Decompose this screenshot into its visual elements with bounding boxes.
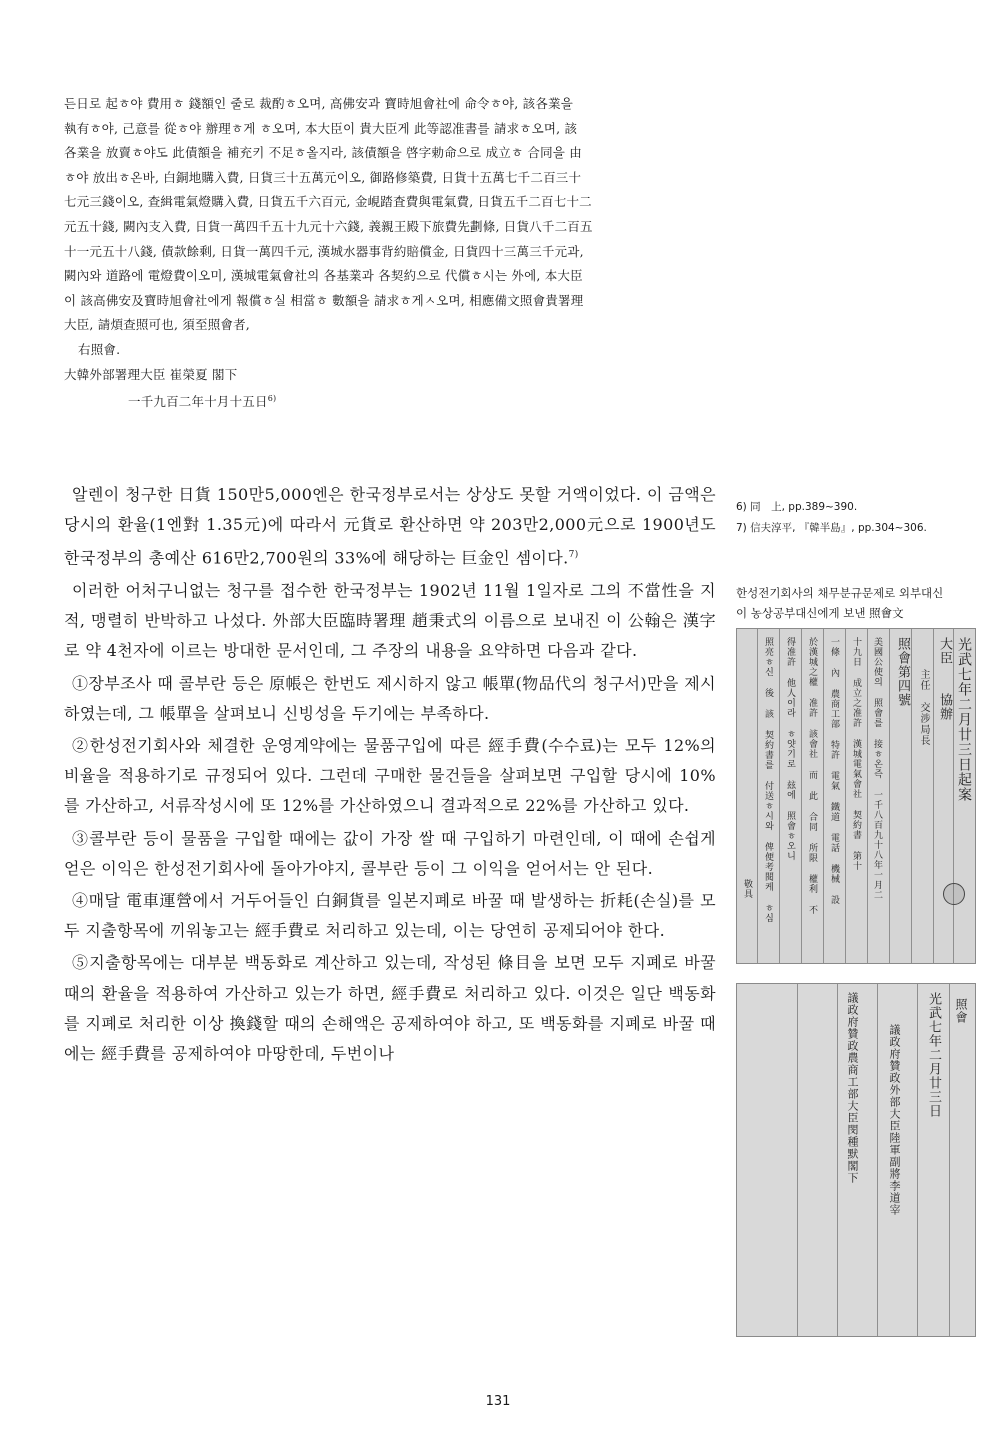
doc2-column: 光武七年二月廿三日: [926, 992, 941, 1118]
photo-caption: [736, 583, 976, 623]
column-rule: [911, 629, 912, 963]
list-item-1: ①장부조사 때 콜부란 등은 原帳은 한번도 제시하지 않고 帳單(物品代의 청구서)만을 제시하였는데, 그 帳單을 살펴보니 신빙성을 두기에는 부족하다.: [64, 673, 716, 723]
column-rule: [917, 984, 918, 1336]
paragraph-1: [64, 480, 716, 574]
column-rule: [953, 629, 954, 963]
quote-closing: 右照會.: [78, 341, 121, 357]
column-rule: [877, 984, 878, 1336]
quote-date: [64, 387, 694, 415]
column-rule: [949, 984, 950, 1336]
column-rule: [779, 629, 780, 963]
list-item-5: ⑤지출항목에는 대부분 백동화로 계산하고 있는데, 작성된 條目을 보면 모두 지폐로 바꿀 때의 환율을 적용하여 가산하고 있는가 하면, 經手費로 처리하고 있다. 이것은 일단 백동화를 지폐로 처리한 이상 換錢할 때의 손해액은 공제하여야 하고, 또 백동화를 지폐로 바꿀 때에는 經手費를 공제하여야 마땅한데, 두번이나: [64, 953, 716, 1063]
doc1-column: 美國公使의 照會를 接ㅎ온즉 一千八百九十八年一月二: [872, 637, 882, 900]
quote-line: 元五十錢, 闕內支入費, 日貨一萬四千五十九元十六錢, 義親王殿下旅費先劃條, 日貨八千二百五: [64, 218, 593, 234]
seal-stamp: [943, 883, 965, 905]
doc1-column: 敬具: [742, 879, 752, 899]
quote-date-text: 一千九百二年十月十五日: [128, 394, 268, 410]
footnote-6: 6) 同 上, pp.389~390.: [736, 501, 858, 513]
quoted-document: [64, 92, 694, 415]
quote-line: 든日로 起ㅎ야 費用ㅎ 錢額인 줄로 裁酌ㅎ오며, 高佛安과 寶時旭會社에 命令ㅎ야, 該各業을: [64, 96, 574, 111]
list-item-4: ④매달 電車運營에서 거두어들인 白銅貨를 일본지폐로 바꿀 때 발생하는 折耗(손실)를 모두 지출항목에 끼워놓고는 經手費로 처리하고 있는데, 이는 당연히 공제되어야 한다.: [64, 890, 716, 941]
quote-line: 이 該高佛安及寶時旭會社에게 報償ㅎ실 相當ㅎ 數額을 請求ㅎ게ㅅ오며, 相應備文照會貴署理: [64, 292, 584, 308]
list-item-2: ②한성전기회사와 체결한 운영계약에는 물품구입에 따른 經手費(수수료)는 모두 12%의 비율을 적용하기로 규정되어 있다. 그런데 구매한 물건들을 살펴보면 구입할 당시에 10%를 가산하고, 서류작성시에 또 12%를 가산하였으니 결과적으로 22%를 가산하고 있다.: [64, 735, 716, 816]
doc1-column: 照亮ㅎ신 後 該 契約書를 付送ㅎ시와 俾便考閱케 ㅎ심: [763, 637, 773, 923]
quote-addressee: 大韓外部署理大臣 崔榮夏 閣下: [64, 366, 238, 382]
quote-line: 執有ㅎ야, 己意를 從ㅎ야 辦理ㅎ게 ㅎ오며, 本大臣이 貴大臣게 此等認准書를 請求ㅎ오며, 該: [64, 120, 578, 136]
list-item-3: ③콜부란 등이 물품을 구입할 때에는 값이 가장 쌀 때 구입하기 마련인데, 이 때에 손쉽게 얻은 이익은 한성전기회사에 돌아가야지, 콜부란 등이 그 이익을 얻어서는 안 된다.: [64, 828, 716, 878]
quote-line: 大臣, 請煩查照可也, 須至照會者,: [64, 317, 250, 333]
quote-line: 十一元五十八錢, 債款餘剩, 日貨一萬四千元, 漢城水器事背約賠償金, 日貨四十三萬三千元과,: [64, 243, 584, 259]
caption-line-1: 한성전기회사의 채무분규문제로 외부대신: [736, 586, 944, 600]
quote-line: 各業을 放賣ㅎ야도 此債額을 補充키 不足ㅎ올지라, 該債額을 啓字勅命으로 成立ㅎ 合同을 由: [64, 145, 582, 161]
document-photo-1: [736, 628, 976, 964]
quote-line: 闕內와 道路에 電燈費이오미, 漢城電氣會社의 各基業과 各契約으로 代償ㅎ시는 外에, 本大臣: [64, 268, 583, 284]
footnotes: [736, 497, 976, 539]
doc2-column: 照會: [954, 998, 968, 1024]
quote-line: 七元三錢이오, 查緝電氣燈購入費, 日貨五千六百元, 金峴踏査費與電氣費, 日貨五千二百七十二: [64, 194, 592, 210]
column-rule: [823, 629, 824, 963]
column-rule: [889, 629, 890, 963]
doc1-column: 得准許 他人이라 ㅎ얏기로 玆에 照會ㅎ오니: [785, 637, 795, 861]
main-body-text: [64, 480, 716, 1071]
paragraph-2: 이러한 어처구니없는 청구를 접수한 한국정부는 1902년 11월 1일자로 그의 不當性을 지적, 맹렬히 반박하고 나섰다. 外部大臣臨時署理 趙秉式의 이름으로 보내진 이 公翰은 漢字로 약 4천자에 이르는 방대한 문서인데, 그 주장의 내용을 요약하면 다음과 같다.: [64, 580, 716, 661]
footnote-ref-6: 6): [267, 394, 277, 404]
doc1-column: 照會第四號: [895, 637, 910, 707]
column-rule: [837, 984, 838, 1336]
column-rule: [797, 984, 798, 1336]
doc2-column: 議政府贊政外部大臣陸軍副將李道宰: [888, 1024, 901, 1216]
doc1-column: 主任 交涉局長: [918, 669, 929, 746]
doc1-column: 光武七年二月廿三日起案: [956, 637, 972, 802]
footnote-ref-7: 7): [568, 550, 579, 561]
column-rule: [933, 629, 934, 963]
page-number: 131: [485, 1394, 511, 1409]
doc1-column: 十九日 成立之准許 漢城電氣會社 契約書 第十: [851, 637, 861, 871]
doc1-column: 於漢城之權 准許 該會社 而 此 合同 所限 權利 不: [807, 637, 817, 915]
quote-line: ㅎ야 放出ㅎ온바, 白銅地購入費, 日貨三十五萬元이오, 御路修築費, 日貨十五萬七千二百三十: [64, 169, 582, 185]
document-photo-2: [736, 983, 976, 1337]
column-rule: [845, 629, 846, 963]
column-rule: [801, 629, 802, 963]
column-rule: [867, 629, 868, 963]
doc1-column: 大臣 協辦: [937, 637, 952, 721]
column-rule: [757, 629, 758, 963]
paragraph-1-text: 알렌이 청구한 日貨 150만5,000엔은 한국정부로서는 상상도 못할 거액이었다. 이 금액은 당시의 환율(1엔對 1.35元)에 따라서 元貨로 환산하면 약 203만2,000元으로 1900년도 한국정부의 총예산 616만2,700원의 33%에 해당하는 巨金인 셈이다.: [64, 485, 716, 568]
caption-line-2: 이 농상공부대신에게 보낸 照會文: [736, 606, 904, 620]
footnote-7: 7) 信夫淳平, 『韓半島』, pp.304~306.: [736, 522, 927, 534]
doc2-column: 議政府贊政農商工部大臣閔種默閣下: [846, 992, 859, 1184]
doc1-column: 一條 內 農商工部 特許 電氣 鐵道 電話 機械 設: [829, 637, 839, 905]
